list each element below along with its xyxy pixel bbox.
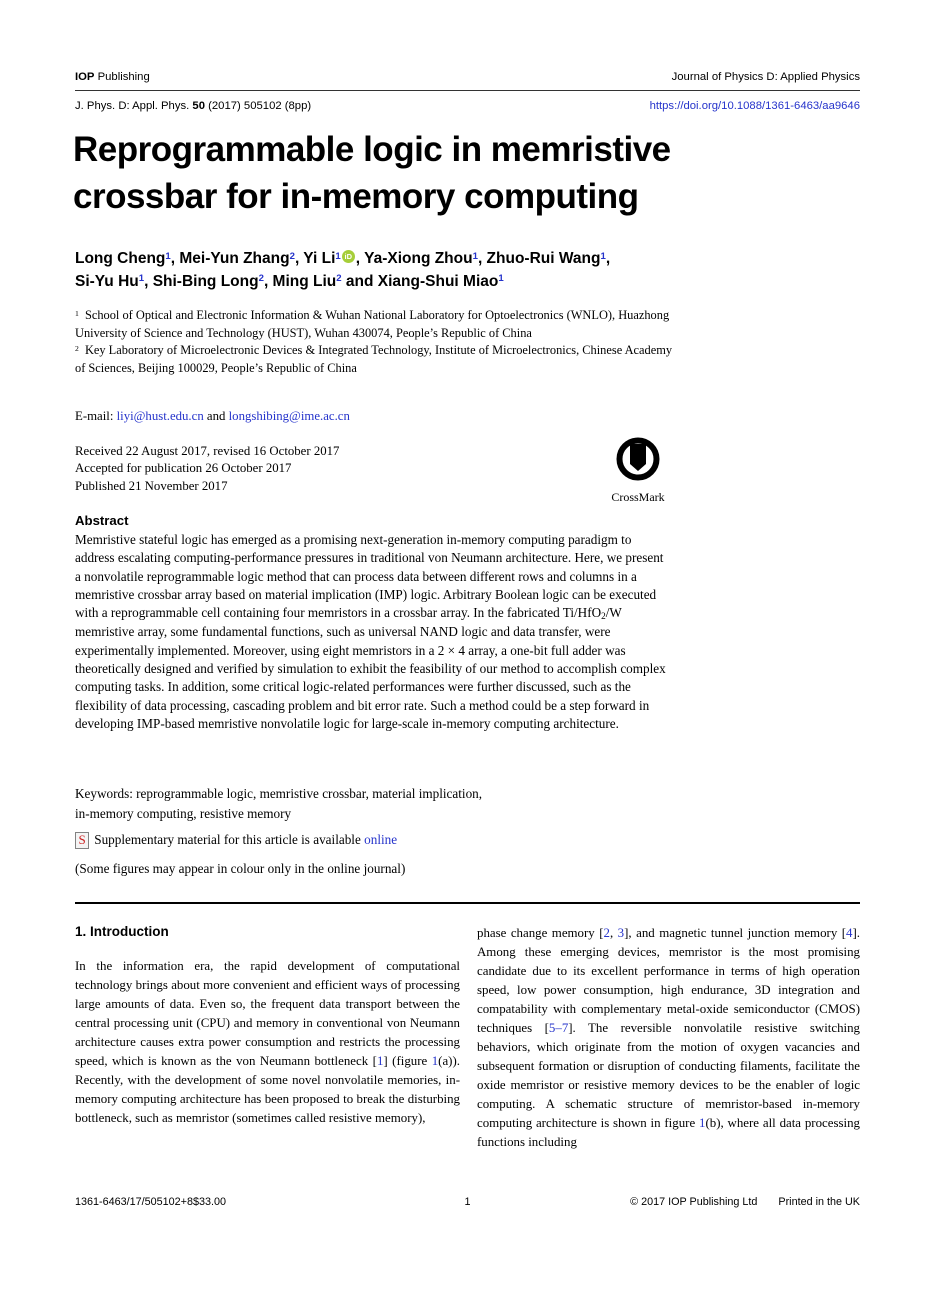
accepted-date: Accepted for publication 26 October 2017 (75, 461, 292, 476)
text-segment: , (609, 926, 618, 940)
section-divider (75, 902, 860, 904)
inline-link[interactable]: 1 (165, 250, 171, 262)
supplementary-icon: S (75, 832, 89, 849)
inline-link[interactable]: 3 (617, 926, 625, 940)
crossmark-icon (614, 471, 662, 488)
text-segment: Supplementary material for this article is available (94, 832, 365, 847)
inline-link[interactable]: 2 (603, 926, 610, 940)
article-citation (75, 100, 311, 112)
abstract-heading: Abstract (75, 513, 129, 528)
text-segment: (2017) 505102 (8pp) (205, 100, 312, 112)
text-segment: J. Phys. D: Appl. Phys. (75, 100, 193, 112)
article-title: Reprogrammable logic in memristive crossbar for in-memory computing (73, 130, 671, 216)
publisher-name (75, 71, 150, 83)
text-segment: In the information era, the rapid development of computational technology brings about more convenient and efficient ways of processing large amounts of data. Even so, the frequent data transport between the central processing unit (CPU) and memory in conventional von Neumann architecture causes extra power consumption and restricts the processing speed, which is known as the von Neumann bottleneck [ (75, 959, 460, 1068)
footer-copyright-group (630, 1196, 860, 1208)
inline-link[interactable]: 4 (846, 926, 853, 940)
journal-header-row (75, 71, 860, 83)
affiliations (75, 307, 679, 377)
inline-link[interactable]: 1 (138, 273, 145, 285)
affiliation-1 (75, 307, 679, 342)
inline-link[interactable]: 1 (431, 1054, 439, 1068)
text-segment: Keywords: reprogrammable logic, memristive crossbar, material implication, (75, 786, 483, 801)
colour-availability-note: (Some figures may appear in colour only in the online journal) (75, 861, 406, 876)
article-history (75, 443, 575, 495)
inline-link[interactable]: liyi@hust.edu.cn (116, 409, 204, 423)
text-segment: and Xiang-Shui Miao (341, 272, 499, 290)
page-number: 1 (464, 1196, 471, 1208)
text-segment: Si-Yu Hu (75, 272, 139, 290)
inline-link[interactable]: 5–7 (548, 1021, 569, 1035)
text-segment: , Ya-Xiong Zhou (355, 250, 473, 267)
text-segment: Memristive stateful logic has emerged as a promising next-generation in-memory computing paradigm to address escalating computing-performance pressures in traditional von Neumann architecture. Here, we present a nonvolatile reprogrammable logic method that can process data between different rows and columns in a memristive crossbar array based on material implication (IMP) logic. Arbitrary Boolean logic can be executed with a reprogrammable cell containing four memristors in a crossbar array. In the fabricated Ti/HfO (75, 532, 664, 621)
header-divider (75, 90, 860, 91)
inline-link[interactable]: longshibing@ime.ac.cn (228, 409, 350, 423)
text-segment: ]. The reversible nonvolatile resistive switching behaviors, which originate from the motion of oxygen vacancies and subsequent formation or disruption of conducting filaments, facilitate the oxide memristor or resistive memory devices to be the enabler of logic computing. A schematic structure of memristor-based in-memory computing architecture is shown in figure (477, 1021, 860, 1130)
orcid-icon[interactable]: iD (342, 250, 355, 263)
text-segment: ], and magnetic tunnel junction memory [ (624, 926, 847, 940)
text-segment: ] (figure (383, 1054, 432, 1068)
abstract-body (75, 531, 667, 733)
inline-link[interactable]: 2 (258, 273, 264, 285)
text-segment: Key Laboratory of Microelectronic Devices & Integrated Technology, Institute of Microelectronics, Chinese Academy of Sciences, Beijing 100029, People’s Republic of China (75, 343, 673, 375)
text-segment: School of Optical and Electronic Information & Wuhan National Laboratory for Optoelectronics (WNLO), Huazhong University of Science and Technology (HUST), Wuhan 430074, People’s Republic of China (75, 308, 670, 340)
text-segment: (b), where all data processing functions including (477, 1116, 860, 1149)
text-segment: and (203, 409, 229, 423)
text-segment: 1 (75, 308, 79, 318)
inline-link[interactable]: 1 (472, 250, 478, 262)
text-segment: , (605, 250, 611, 267)
inline-link[interactable]: 2 (336, 273, 342, 285)
text-segment: , Yi Li (294, 250, 336, 267)
received-date: Received 22 August 2017, revised 16 October 2017 (75, 444, 340, 458)
published-date: Published 21 November 2017 (75, 478, 228, 493)
inline-link[interactable]: 2 (289, 250, 295, 262)
citation-header-row (75, 100, 860, 112)
text-segment: IOP (75, 71, 95, 83)
text-segment: E-mail: (75, 409, 117, 423)
affiliation-2 (75, 342, 679, 377)
author-list (75, 249, 795, 294)
inline-link[interactable]: online (364, 832, 398, 847)
right-column (477, 924, 860, 1152)
text-segment: 50 (192, 100, 205, 112)
left-column (75, 924, 460, 1128)
inline-link[interactable]: 1 (600, 250, 606, 262)
text-segment: , Shi-Bing Long (144, 272, 259, 290)
inline-link[interactable]: 1 (498, 273, 504, 285)
text-segment: Publishing (94, 71, 150, 83)
text-segment: /W memristive array, some fundamental functions, such as universal NAND logic and data transfer, were experimentally implemented. Moreover, using eight memristors in a 2 × 4 array, a one-bit full adder was theoretically designed and verified by simulation to exhibit the feasibility of our method to accomplish complex computing tasks. In addition, some critical logic-related performances were further discussed, such as the flexibility of data processing, cascading problem and bit error rate. Such a method could be a step forward in developing IMP-based memristive nonvolatile logic for large-scale in-memory computing architecture. (75, 605, 666, 731)
crossmark-label: CrossMark (611, 490, 665, 504)
text-segment: , Zhuo-Rui Wang (477, 250, 601, 267)
footer-issn-price: 1361-6463/17/505102+8$33.00 (75, 1196, 227, 1208)
intro-paragraph-left (75, 957, 460, 1128)
text-segment: (a)). Recently, with the development of some novel nonvolatile memories, in-memory computing architecture has been proposed to break the disturbing bottleneck, such as memristor (sometimes called resistive memory), (75, 1054, 460, 1125)
supplementary-line (75, 832, 679, 849)
crossmark-badge[interactable] (606, 436, 670, 504)
text-segment: ]. Among these emerging devices, memristor is the most promising candidate due to its excellent performance in terms of high operation speed, low power consumption, high endurance, 3D integration and compatability with complementary metal-oxide semiconductor (CMOS) techniques [ (477, 926, 860, 1035)
text-segment: Long Cheng (75, 250, 166, 267)
supplementary-text (94, 832, 397, 847)
journal-name: Journal of Physics D: Applied Physics (671, 71, 860, 83)
inline-link[interactable]: 1 (376, 1054, 384, 1068)
doi-link[interactable]: https://doi.org/10.1088/1361-6463/aa9646 (649, 100, 860, 112)
text-segment: 2 (601, 611, 606, 622)
email-line (75, 409, 679, 424)
copyright-notice: © 2017 IOP Publishing Ltd (630, 1196, 758, 1208)
text-segment: , Ming Liu (263, 272, 337, 290)
inline-link[interactable]: 1 (699, 1116, 706, 1130)
text-segment: phase change memory [ (477, 926, 604, 940)
section-1-heading: 1. Introduction (75, 924, 169, 939)
keywords-line (75, 784, 679, 823)
text-segment: , Mei-Yun Zhang (170, 250, 290, 267)
intro-paragraph-right (477, 924, 860, 1152)
text-segment: 2 (75, 343, 79, 353)
printed-in: Printed in the UK (778, 1196, 860, 1208)
text-segment: in-memory computing, resistive memory (75, 805, 292, 821)
inline-link[interactable]: 1 (335, 250, 341, 262)
